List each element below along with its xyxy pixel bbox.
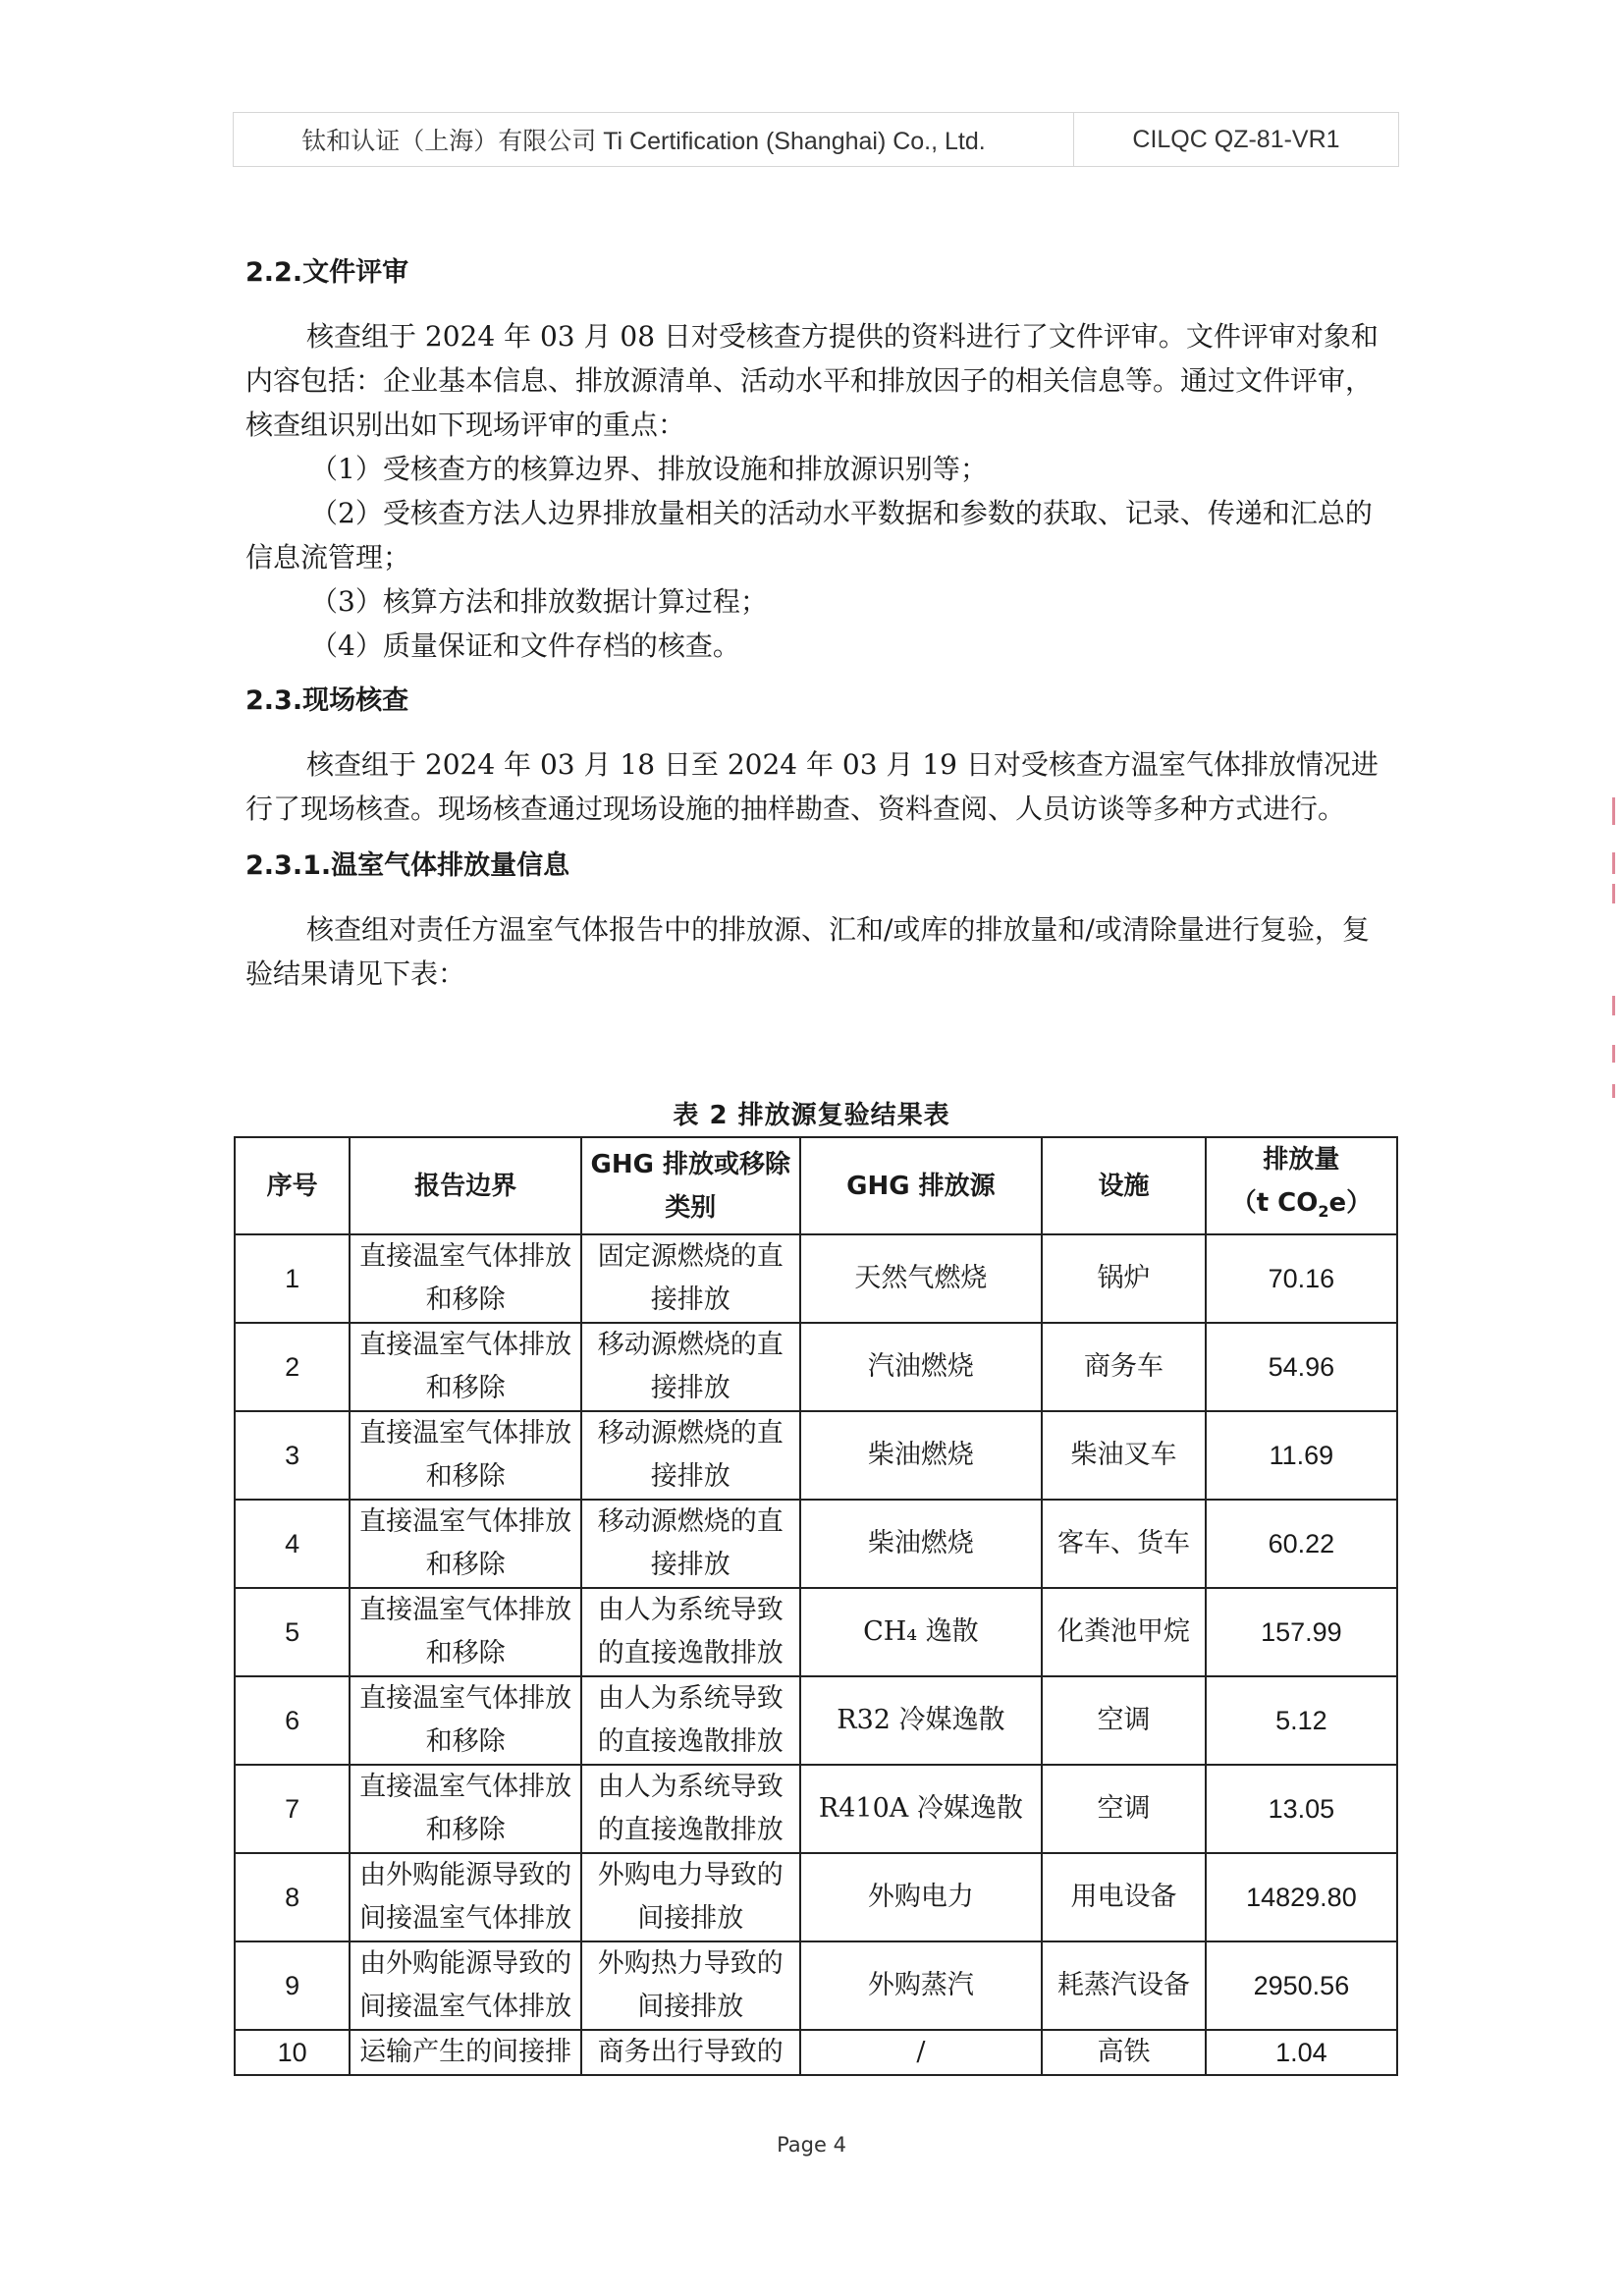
section-2-3-paragraph: 核查组于 2024 年 03 月 18 日至 2024 年 03 月 19 日对受核查方温室气体排放情况进行了现场核查。现场核查通过现场设施的抽样勘查、资料查阅、人员访谈等多种方式进行。 [245, 748, 1379, 825]
table-row [235, 1234, 1397, 1323]
table-row [235, 1676, 1397, 1765]
cell-emission: 1.04 [1206, 2030, 1397, 2075]
cell-seq: 4 [235, 1500, 350, 1588]
cell-seq: 6 [235, 1676, 350, 1765]
cell-source: 汽油燃烧 [800, 1323, 1043, 1411]
cell-boundary: 由外购能源导致的间接温室气体排放 [350, 1941, 581, 2030]
cell-boundary: 直接温室气体排放和移除 [350, 1323, 581, 1411]
cell-seq: 9 [235, 1941, 350, 2030]
cell-source: R32 冷媒逸散 [800, 1676, 1043, 1765]
cell-emission: 5.12 [1206, 1676, 1397, 1765]
header-source: GHG 排放源 [800, 1137, 1043, 1234]
cell-boundary: 运输产生的间接排 [350, 2030, 581, 2075]
header-emission [1206, 1137, 1397, 1234]
cell-emission: 11.69 [1206, 1411, 1397, 1500]
cell-emission: 14829.80 [1206, 1853, 1397, 1941]
cell-emission: 2950.56 [1206, 1941, 1397, 2030]
cell-boundary: 直接温室气体排放和移除 [350, 1765, 581, 1853]
emission-source-table [234, 1136, 1398, 2076]
cell-seq: 8 [235, 1853, 350, 1941]
cell-source: 柴油燃烧 [800, 1500, 1043, 1588]
table-row [235, 1588, 1397, 1676]
cell-source: / [800, 2030, 1043, 2075]
cell-category: 外购热力导致的间接排放 [581, 1941, 800, 2030]
scan-edge-mark [1612, 797, 1615, 825]
focus-item-1: （1）受核查方的核算边界、排放设施和排放源识别等； [310, 453, 988, 485]
cell-source: 外购电力 [800, 1853, 1043, 1941]
cell-emission: 54.96 [1206, 1323, 1397, 1411]
header-seq: 序号 [235, 1137, 350, 1234]
cell-facility: 空调 [1042, 1765, 1206, 1853]
cell-facility: 商务车 [1042, 1323, 1206, 1411]
cell-boundary: 直接温室气体排放和移除 [350, 1500, 581, 1588]
document-code: CILQC QZ-81-VR1 [1132, 125, 1340, 153]
cell-category: 由人为系统导致的直接逸散排放 [581, 1588, 800, 1676]
cell-seq: 1 [235, 1234, 350, 1323]
cell-category: 由人为系统导致的直接逸散排放 [581, 1676, 800, 1765]
cell-boundary: 直接温室气体排放和移除 [350, 1234, 581, 1323]
cell-seq: 2 [235, 1323, 350, 1411]
cell-category: 固定源燃烧的直接排放 [581, 1234, 800, 1323]
cell-category: 由人为系统导致的直接逸散排放 [581, 1765, 800, 1853]
scan-edge-mark [1612, 996, 1615, 1015]
cell-boundary: 直接温室气体排放和移除 [350, 1411, 581, 1500]
cell-source: CH₄ 逸散 [800, 1588, 1043, 1676]
header-emission-unit: （t $CO_2e$） [1230, 1188, 1373, 1222]
cell-emission: 13.05 [1206, 1765, 1397, 1853]
body-content [245, 246, 1384, 996]
cell-seq: 7 [235, 1765, 350, 1853]
company-name: 钛和认证（上海）有限公司 Ti Certification (Shanghai) Co., Ltd. [234, 113, 1074, 166]
cell-facility: 化粪池甲烷 [1042, 1588, 1206, 1676]
table-row [235, 1853, 1397, 1941]
cell-facility: 柴油叉车 [1042, 1411, 1206, 1500]
scan-edge-mark [1612, 1045, 1615, 1063]
cell-source: 外购蒸汽 [800, 1941, 1043, 2030]
cell-category: 移动源燃烧的直接排放 [581, 1411, 800, 1500]
cell-emission: 157.99 [1206, 1588, 1397, 1676]
cell-seq: 10 [235, 2030, 350, 2075]
cell-category: 商务出行导致的 [581, 2030, 800, 2075]
table-row [235, 1500, 1397, 1588]
table-caption: 表 2 排放源复验结果表 [673, 1101, 950, 1130]
cell-emission: 60.22 [1206, 1500, 1397, 1588]
cell-facility: 客车、货车 [1042, 1500, 1206, 1588]
table-row [235, 1411, 1397, 1500]
cell-facility: 空调 [1042, 1676, 1206, 1765]
cell-category: 移动源燃烧的直接排放 [581, 1500, 800, 1588]
cell-facility: 耗蒸汽设备 [1042, 1941, 1206, 2030]
cell-facility: 高铁 [1042, 2030, 1206, 2075]
table-row [235, 1323, 1397, 1411]
cell-source: R410A 冷媒逸散 [800, 1765, 1043, 1853]
table-body [235, 1234, 1397, 2075]
cell-boundary: 直接温室气体排放和移除 [350, 1676, 581, 1765]
table-row [235, 2030, 1397, 2075]
page-header [233, 112, 1399, 167]
section-2-2-paragraph: 核查组于 2024 年 03 月 08 日对受核查方提供的资料进行了文件评审。文件评审对象和内容包括：企业基本信息、排放源清单、活动水平和排放因子的相关信息等。通过文件评审，核查组识别出如下现场评审的重点： [245, 320, 1379, 441]
scan-edge-mark [1612, 1084, 1615, 1098]
cell-seq: 5 [235, 1588, 350, 1676]
cell-facility: 用电设备 [1042, 1853, 1206, 1941]
cell-seq: 3 [235, 1411, 350, 1500]
header-boundary: 报告边界 [350, 1137, 581, 1234]
scan-edge-mark [1612, 884, 1615, 903]
page-number: Page 4 [777, 2133, 846, 2157]
table-row [235, 1941, 1397, 2030]
cell-category: 移动源燃烧的直接排放 [581, 1323, 800, 1411]
table-row [235, 1765, 1397, 1853]
cell-facility: 锅炉 [1042, 1234, 1206, 1323]
scan-edge-mark [1612, 852, 1615, 874]
cell-category: 外购电力导致的间接排放 [581, 1853, 800, 1941]
header-category: GHG 排放或移除类别 [581, 1137, 800, 1234]
cell-source: 天然气燃烧 [800, 1234, 1043, 1323]
cell-boundary: 由外购能源导致的间接温室气体排放 [350, 1853, 581, 1941]
cell-emission: 70.16 [1206, 1234, 1397, 1323]
focus-item-3: （3）核算方法和排放数据计算过程； [310, 585, 768, 618]
section-2-3-1-title: 2.3.1.温室气体排放量信息 [245, 850, 570, 881]
section-2-3-title: 2.3.现场核查 [245, 685, 409, 716]
header-emission-label: 排放量 [1263, 1145, 1340, 1175]
section-2-2-title: 2.2.文件评审 [245, 257, 409, 288]
header-facility: 设施 [1042, 1137, 1206, 1234]
focus-item-4: （4）质量保证和文件存档的核查。 [310, 629, 740, 662]
focus-item-2-text: （2）受核查方法人边界排放量相关的活动水平数据和参数的获取、记录、传递和汇总的信息流管理； [245, 497, 1373, 574]
cell-boundary: 直接温室气体排放和移除 [350, 1588, 581, 1676]
focus-item-2 [245, 491, 1384, 579]
cell-source: 柴油燃烧 [800, 1411, 1043, 1500]
section-2-3-1-paragraph: 核查组对责任方温室气体报告中的排放源、汇和/或库的排放量和/或清除量进行复验，复验结果请见下表： [245, 913, 1370, 990]
table-header-row [235, 1137, 1397, 1234]
